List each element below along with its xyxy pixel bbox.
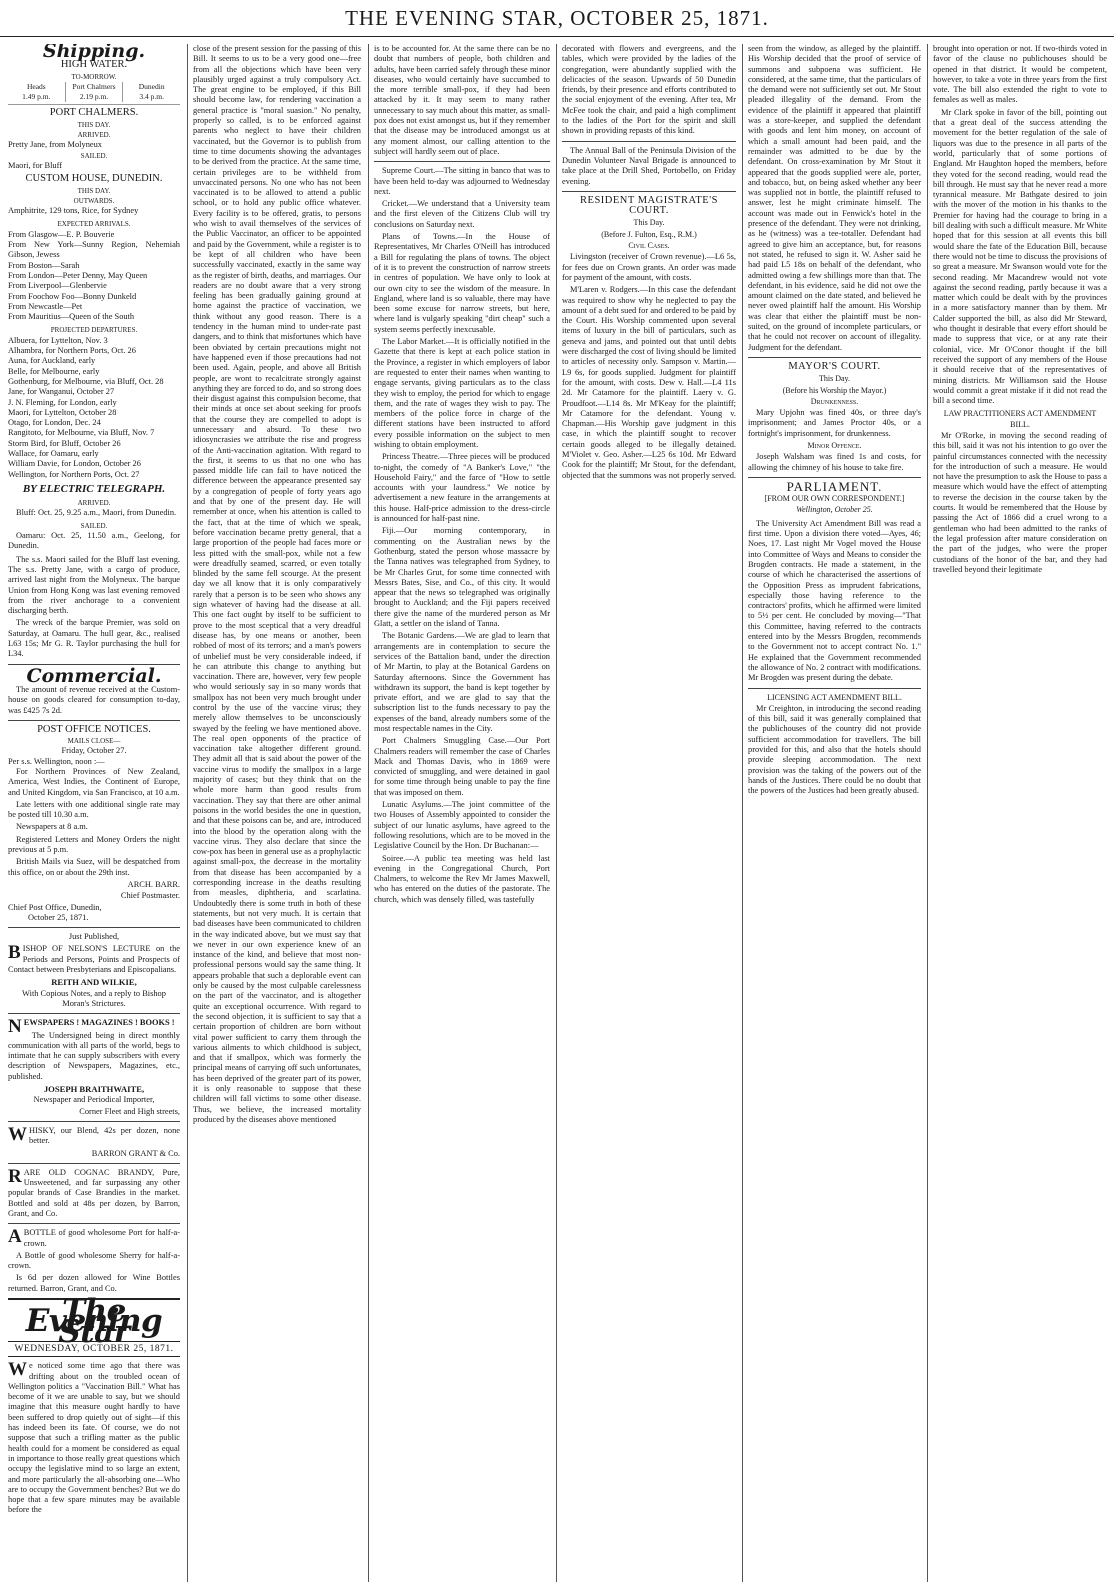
post-line: Per s.s. Wellington, noon :— xyxy=(8,756,105,766)
soiree-continued: decorated with flowers and evergreens, and the tables, which were provided by the ladies of the congregation, were abundantly supplied with the delicacies of the season. Upwards of 50 Dunedin friends, by their presence and efforts contributed to the social enjoyment of the evening. After tea, Mr McFee took the chair, and paid a high compliment to the ladies of the Port for the spirit and skill shown in providing repasts of this kind. xyxy=(562,44,736,136)
list-item: Gothenburg, for Melbourne, via Bluff, Oct. 28 xyxy=(8,376,164,386)
tomorrow-label: TO-MORROW. xyxy=(71,72,117,81)
post-line: Registered Letters and Money Orders the night previous at 5 p.m. xyxy=(8,834,180,855)
expected-list xyxy=(8,230,180,323)
list-item: From Liverpool—Glenbervie xyxy=(8,281,107,291)
list-item: Wellington, for Northern Ports, Oct. 27 xyxy=(8,469,140,479)
shipping-para: The s.s. Maori sailed for the Bluff last evening. The s.s. Pretty Jane, with a cargo of produce, arrived last night from the Molyneux. The barque Union from Hong Kong was last evening removed from the river anchorage to a convenient discharging berth. xyxy=(8,554,180,616)
list-item: From New York—Sunny Region, Nehemiah Gibson, Jewess xyxy=(8,240,180,260)
list-item: From Glasgow—E. P. Bouverie xyxy=(8,229,115,239)
editorial-opening: We noticed some time ago that there was drifting about on the troubled ocean of Wellington politics a "Vaccination Bill." What has become of it we are unable to say, but we should imagine that this measure ought hardly to have been suffered to drop quietly out of sight—if this has indeed been its fate. Of course, we do not suppose that such a trifling matter as the public health could for a moment be considered as equal in importance to those really great questions which occupy the legislative mind to so large an extent, and more particularly the all-absorbing one—Who are to occupy the Government benches? But we do hope that a few spare minutes may be available before the xyxy=(8,1359,180,1515)
tele-arrived-label: ARRIVED. xyxy=(77,499,111,508)
licensing-text: Mr Creighton, in introducing the second reading of this bill, said it was generally complained that the publichouses of the country did not provide sufficient accommodation for travellers. The bill provided for this, and also that the hotels should provide sleeping accommodation. The next provision was the taking of the powers out of the hands of the Justices. There could be no doubt that the powers of the Justices had been greatly abused. xyxy=(748,703,921,796)
column-1 xyxy=(8,44,180,1582)
column-rule xyxy=(556,44,557,1582)
news-supreme-court: Supreme Court.—The sitting in banco that was to have been held to-day was adjourned to Wednesday next. xyxy=(374,166,550,196)
reith-text: With Copious Notes, and a reply to Bishop Moran's Strictures. xyxy=(22,988,166,1008)
tide-cell: Heads 1.49 p.m. xyxy=(22,81,51,102)
civil-cases-heading: Civil Cases. xyxy=(628,241,670,251)
list-item: From London—Peter Denny, May Queen xyxy=(8,270,148,280)
parliament-heading: PARLIAMENT. xyxy=(786,478,883,494)
list-item: Auna, for Auckland, early xyxy=(8,356,96,366)
braithwaite-addr: Corner Fleet and High streets, xyxy=(79,1106,180,1116)
telegraph-heading: BY ELECTRIC TELEGRAPH. xyxy=(22,482,166,495)
projected-departures-label: PROJECTED DEPARTURES. xyxy=(50,326,138,335)
case-continued: seen from the window, as alleged by the plaintiff. His Worship decided that the proof of service of summons and subpoena was sufficient. He considered, at the same time, that the particulars of the demand were not sufficiently set out. Mr Stout pleaded illegality of the demand. From the evidence of the plaintiff it appeared that plaintiff was a store-keeper, and supplied the defendant with goods and lent him money, on account of which a small amount had been paid, and the remainder was admitted to be due by the defendant. On cross-examination by Mr Stout it appeared that the goods supplied were ale, porter, and tobacco, but, on being asked whether any beer was supplied not in bottle, the plaintiff refused to answer, lest he might criminate himself. The account was made out in Fenwick's hotel in the presence of the defendant. They were not drinking, as he (witness) was a tee-totaller. Defendant had agreed to give him an acceptance, but, for reasons not stated, he refused to sign it. W. Asher said he had paid L5 18s on behalf of the defendant, who admitted owing a few shillings more than that. The defendant, in his evidence, said he did not owe the amount claimed on the date stated, and believed he never owed plaintiff half the amount. His Worship was clear that either the plaintiff must be non-suited, on the ground of incomplete particulars, or that he could not recover on account of illegality. Judgment for the defendant. xyxy=(748,44,921,352)
list-item: From Mauritius—Queen of the South xyxy=(8,312,135,322)
tele-arrived-text: Bluff: Oct. 25, 9.25 a.m., Maori, from Dunedin. xyxy=(16,508,177,518)
mayors-court-heading: MAYOR'S COURT. xyxy=(788,360,881,372)
list-item: J. N. Fleming, for London, early xyxy=(8,397,117,407)
list-item: Maori, for Lyttelton, October 28 xyxy=(8,407,117,417)
post-signer-title: Chief Postmaster. xyxy=(120,891,180,901)
column-3 xyxy=(374,44,550,1582)
column-rule xyxy=(742,44,743,1582)
tele-sailed-text: Oamaru: Oct. 25, 11.50 a.m., Geelong, for Dunedin. xyxy=(8,531,180,551)
expected-arrivals-label: EXPECTED ARRIVALS. xyxy=(57,220,131,229)
post-sign-date: October 25, 1871. xyxy=(28,912,89,922)
custom-house-heading: CUSTOM HOUSE, DUNEDIN. xyxy=(25,173,163,185)
braithwaite-name: JOSEPH BRAITHWAITE, xyxy=(43,1084,145,1095)
commercial-text: The amount of revenue received at the Custom-house on goods cleared for consumption to-day, was £425 7s 2d. xyxy=(8,684,180,715)
editorial-end: is to be accounted for. At the same there can be no doubt that numbers of people, both children and adults, have been carried safely through these minor diseases, who would certainly have succumbed to the more terrible small-pox, if they had been attacked by it. It may seem to many rather unnecessary to say much about this matter, as small-pox does not exist amongst us, but if they remember that the disease may be introduced amongst us at any moment almost, our calling attention to the subject will hardly seem out of place. xyxy=(374,44,550,156)
list-item: From Boston—Sarah xyxy=(8,260,80,270)
bishop-ad: BISHOP OF NELSON'S LECTURE on the Periods and Persons, Points and Prospects of Contact between Presbyterians and Episcopalians. xyxy=(8,942,180,975)
list-item: William Davie, for London, October 26 xyxy=(8,459,141,469)
mails-close-label: MAILS CLOSE— xyxy=(67,737,121,746)
minor-offence-heading: Minor Offence. xyxy=(807,440,862,450)
masthead-title: THE EVENING STAR, OCTOBER 25, 1871. xyxy=(345,6,769,30)
list-item: Rangitoto, for Melbourne, via Bluff, Nov. 7 xyxy=(8,428,155,438)
high-water-heading: HIGH WATER. xyxy=(60,59,128,71)
custom-this-day: THIS DAY. xyxy=(77,186,111,195)
sherry-ad: A Bottle of good wholesome Sherry for half-a-crown. xyxy=(8,1250,180,1271)
outwards-label: OUTWARDS. xyxy=(73,196,115,205)
column-4 xyxy=(562,44,736,1582)
news-botanic-gardens: The Botanic Gardens.—We are glad to learn that arrangements are in contemplation to secure the services of the Battalion band, under the direction of Mr Martin, to play at the Botanical Gardens on Saturday afternoons. Since the Government has withdrawn its support, the band is kept together by private effort, and we are glad to say that the subscription list to the funds necessary to pay the expenses of the band, already numbers some of the most respectable names in the City. xyxy=(374,631,550,733)
shipping-heading: Shipping. xyxy=(42,44,146,62)
licensing-debate: Mr Clark spoke in favor of the bill, pointing out that a great deal of the success attending the movement for the better regulation of the sale of liquors was due to the presence in all parts of the world, particularly that of some portions of England. Mr Haughton hoped the members, before they voted for the second reading, would read the bill through. He must say that he never read a more tyrannical measure. Mr Bathgate desired to join with the mover of the motion in his thanks to the Premier for having had the courage to bring in a bill dealing with such a difficult measure. Mr White hoped that for this session at all events this bill would share the fate of the Education Bill, because there would not be time to discuss the provisions of so great a measure. Mr Swanson would vote for the second reading. Mr Macandrew would not vote against the second reading, partly because it was a matter which could be dealt with by the provinces in a more satisfactory manner than by them. Mr Calder supported the bill, as also did Mr Steward, who thought it desirable that every effort should be made to suppress that vice, or at any rate their colonial, vice. Mr O'Conor thought if the bill received the support of any members of the House it should receive that of the representatives of mining districts. Mr Williamson said the House would commit a great mistake if it did not read the bill a second time. xyxy=(933,107,1107,406)
sailed-label: SAILED. xyxy=(80,151,108,160)
list-item: Albuera, for Lyttelton, Nov. 3 xyxy=(8,335,108,345)
port-chalmers-heading: PORT CHALMERS. xyxy=(49,107,139,119)
post-line: British Mails via Suez, will be despatched from this office, on or about the 29th inst. xyxy=(8,857,180,877)
post-office-heading: POST OFFICE NOTICES. xyxy=(37,723,151,735)
port-ad: ABOTTLE of good wholesome Port for half-a-crown. xyxy=(8,1226,180,1248)
licensing-continued: brought into operation or not. If two-thirds voted in favor of the clause no publichouses should be opened in that district. It would be competent, however, to take a vote in three years from the first vote. The bill also extended the right to vote to females as well as males. xyxy=(933,44,1107,105)
minor-offence-text: Joseph Walsham was fined 1s and costs, for allowing the chimney of his house to take fire. xyxy=(748,452,921,472)
news-soiree: Soiree.—A public tea meeting was held last evening in the Congregational Church, Port Chalmers, to welcome the Rev Mr James Maxwell, who has entered on the duties of the pastorate. The church, which was densely filled, was tastefully xyxy=(374,853,550,904)
list-item: Jane, for Wanganui, October 27 xyxy=(8,387,115,397)
list-item: Wallace, for Oamaru, early xyxy=(8,448,99,458)
wellington-dateline: Wellington, October 25. xyxy=(796,505,873,515)
sailed-text: Maori, for Bluff xyxy=(8,160,63,170)
licensing-heading: LICENSING ACT AMENDMENT BILL. xyxy=(767,692,902,702)
news-plans-of-towns: Plans of Towns.—In the House of Representatives, Mr Charles O'Neill has introduced a Bill for regulating the plans of towns. The object of it is to prevent the construction of narrow streets in centres of population. We have only to look at our own city to see the wisdom of the measure. In England, where land is so valuable, there may have been some excuse for narrow streets, but here, where land is vulgarly speaking "dirt cheap" such a system seems perfectly inexcusable. xyxy=(374,232,550,334)
practitioners-text: Mr O'Rorke, in moving the second reading of this bill, said it was not his intention to go over the painful circumstances connected with the necessity for the introduction of such a measure. He would not have the presumption to ask the House to pass a measure which would have the effect of attempting to reverse the decision in the course taken by the courts. It would be remembered that the House by passing the Act of 1866 did a cruel wrong to a gentleman who had been admitted to the ranks of the legal profession after mature consideration on the part of the judges, who were the proper custodians of the honor of the bar, and they had travelled beyond their legitimate xyxy=(933,430,1107,574)
list-item: From Foochow Foo—Bonny Dunkeld xyxy=(8,291,137,301)
outwards-text: Amphitrite, 129 tons, Rice, for Sydney xyxy=(8,206,139,216)
braithwaite-title: Newspaper and Periodical Importer, xyxy=(33,1095,155,1105)
commercial-heading: Commercial. xyxy=(26,664,162,687)
rm-this-day: This Day. xyxy=(633,218,665,228)
tide-table xyxy=(8,82,180,106)
list-item: From Newcastle—Pet xyxy=(8,301,83,311)
post-line: Late letters with one additional single rate may be posted till 10.30 a.m. xyxy=(8,799,180,820)
arrived-text: Pretty Jane, from Molyneux xyxy=(8,140,102,150)
editorial-continued: close of the present session for the passing of this Bill. It seems to us to be a very good one—free from all the objections which have been very plausibly urged against a truly compulsory Act. The great engine to be employed, if this Bill should become law, for rendering vaccination a general practice is "moral suasion." No penalty, properly so called, is to be enforced against parents who neglect to have their children vaccinated, but the Governor is to publish from time to time documents showing the advantages to be derived from the practice. At the same time, certain privileges are to be withheld from unvaccinated persons. No one who has not been vaccinated is to be allowed to attend a public school, or to hold any public office whatever. Every facility is to be offered, gratis, to persons who wish to avail themselves of the services of the Public Vaccinator, an officer to be appointed and paid by the Government, while a register is to be kept of all children who have been successfully vaccinated, exactly in the same way as the register of birth, deaths, and marriages. Our readers are no doubt aware that a very strong feeling has been gradually gaining ground at home against the practice of vaccination, we think without any good reason. There is a tendency in the human mind to under-rate past dangers, and to think that misfortunes which have been obviated by certain precautions might not have happened even if those precautions had not been used. Again, people, and above all British people, are wont to recalcitrate strongly against anything they are forced to do, and so strong does their disgust against this compulsion become, that their minds at once set about seeking for proofs that the course they are compelled to adopt is unnecessary and absurd. To these two idiosyncrasies we attribute the rise and progress of the Anti-vaccination agitation. With regard to the first, it seems to us that no one who has passed middle life can fail to have noticed the difference between the appearance presented say by a congregation of people of forty years ago and that by one of the present day. He will remember at once, when his attention is called to the fact, that at the time of which we speak, before vaccination became pretty general, that a large proportion of the people had faces more or less pitted with the small-pox, while not a few were dreadfully seamed, scarred, or even totally blinded by the same fell scourge. At the present day we all know that it is only comparatively rarely that a person is to be seen who shows any sign whatever of having had the disease at all. This one fact ought by itself to be sufficient to prove to the most sceptical that a very dreadful disease has, by one means or another, been robbed of most of its terrors; and a man's powers of unbelief must be very considerable indeed, if he can attribute this change to anything but vaccination. There are, however, very few people who would seriously say in so many words that smallpox has not been very much brought under control by the use of the vaccine virus; they merely allow themselves to be unconsciously swayed by the feeling we have mentioned above. The real open opponents of the practice of vaccination take altogether different ground. They admit all that is said about the power of the vaccine virus to modify the smallpox in a large majority of cases; but they think that on the whole more harm than good results from vaccination. They say that there are other animal poisons in the world besides the one in question, and that these poisons can be, and are, introduced into the blood by the operation along with the vaccine virus. They also declare that since the cow-pox has been in general use as a prophylactic against small-pox, the decrease in the mortality from that disease has been accompanied by a corresponding increase in the deaths resulting from measles, diphtheria, and scarlatina. Undoubtedly there is some truth in both of these statements, but not very much. It is certain that bad diseases have been communicated to children in the way indicated above, but we must say that we never in our own experience knew of an instance of the kind, and believe that most non-professional persons would say the same thing. It appears probable that such a deplorable event can only be caused by the most culpable carelessness on the part of the vaccinator, and is altogether quite an exceptional occurrence. With regard to the second objection, it is sufficient to say that a certain proportion of children are born without vital power sufficient to carry them through the various ailments to which childhood is subject, and that if smallpox, which was formerly the principal means of carrying off such unfortunates, has been deprived of the greater part of its power, it is only reasonable to suppose that these children will fall victims to some other disease. Thus, we believe, the increased mortality produced by the diseases above mentioned xyxy=(193,44,361,1124)
naval-ball-notice: The Annual Ball of the Peninsula Division of the Dunedin Volunteer Naval Brigade is announced to take place at the Drill Shed, Portobello, on Friday evening. xyxy=(562,145,736,186)
arrived-label: ARRIVED. xyxy=(77,131,111,140)
newspapers-ad-text: The Undersigned being in direct monthly communication with all parts of the world, begs to intimate that he can supply subscribers with every description of Newspapers, Magazines, etc., published. xyxy=(8,1030,180,1081)
whisky-ad: WHISKY, our Blend, 42s per dozen, none better. xyxy=(8,1123,180,1146)
news-labor-market: The Labor Market.—It is officially notified in the Gazette that there is kept at each police station in the Province, a register in which employers of labor are requested to enter their names when wanting to engage servants, giving particulars as to the class they wish to employ, the period for which to engage them, and the rate of wages they wish to pay. The members of the police force in charge of the different stations have been instructed to afford every possible information on the subject to men wishing to obtain employment. xyxy=(374,337,550,449)
masthead xyxy=(0,6,1114,37)
this-day-label: THIS DAY. xyxy=(77,120,111,129)
news-princess-theatre: Princess Theatre.—Three pieces will be produced to-night, the comedy of "A Banker's Love," "the Household Fairy," and the farce of "How to settle accounts with your laundress." We notice by advertisement a new feature in the arrangements at this house. Half-price admission to the dress-circle is announced for half-past nine. xyxy=(374,452,550,524)
star-dateline: WEDNESDAY, OCTOBER 25, 1871. xyxy=(8,1341,180,1357)
tide-cell: Port Chalmers 2.19 p.m. xyxy=(65,82,123,103)
news-cricket: Cricket.—We understand that a University team and the first eleven of the Citizens Club will try conclusions on Saturday next. xyxy=(374,199,550,229)
civil-cases-list: M'Laren v. Rodgers.—In this case the defendant was required to show why he neglected to pay the amount of a debt sued for and ordered to be paid by the Court. His Worship commented upon several items of luxury in the bill of particulars, such as geneva and jams, and pointed out that until debts were discharged the cost of living should be limited to articles of necessity only. Sampson v. Martin.—L9 6s, for goods supplied. Judgment for plaintiff for the amount, with costs. Dew v. Hall.—L4 11s 2d. Mr Catamore for the plaintiff. Laery v. G. Proudfoot.—L14 8s. Mr M'Keay for the plaintiff; Mr Catamore for the defendant. Young v. Chapman.—His Worship gave judgment in this case, in which the plaintiff sought to recover certain goods alleged to be illegally detained. M'Violet v. Geo. Asher.—L25 6s 10d. Mr Edward Cook for the plaintiff; Mr Stout, for the defendant, objected that the summons was not properly served. xyxy=(562,285,736,480)
tele-sailed-label: SAILED. xyxy=(80,521,108,530)
column-rule xyxy=(368,44,369,1582)
mayor-before: (Before his Worship the Mayor.) xyxy=(782,385,887,395)
correspondent-note: [FROM OUR OWN CORRESPONDENT.] xyxy=(764,494,905,504)
rm-before: (Before J. Fulton, Esq., R.M.) xyxy=(601,229,697,239)
post-signer: ARCH. BARR. xyxy=(127,879,180,889)
news-smuggling-case: Port Chalmers Smuggling Case.—Our Port Chalmers readers will remember the case of Charles Mack and Thomas Davis, who in 1869 were convicted of smuggling, and were detained in gaol for some time through being unable to pay the fine that was imposed on them. xyxy=(374,736,550,797)
shipping-para: The wreck of the barque Premier, was sold on Saturday, at Oamaru. The hull gear, &c., realised L63 15s; Mr G. R. Taylor purchasing the hull for L34. xyxy=(8,618,180,659)
just-published: Just Published, xyxy=(68,932,120,942)
column-5 xyxy=(748,44,921,1582)
brandy-ad: RARE OLD COGNAC BRANDY, Pure, Unsweetened, and far surpassing any other popular brands of Case Brandies in the market. Bottled and sold at 48s per dozen, by Barron, Grant, and Co. xyxy=(8,1165,180,1218)
news-fiji: Fiji.—Our morning contemporary, in commenting on the Australian news by the Gothenburg, stated the person whose massacre by the Tanna natives was telegraphed from Sydney, to be Mr Charles Grut, for some time connected with Messrs Bates, Sise, and Co., of this city. It would appear that the news so telegraphed was originally brought to Auckland; and the Fiji papers received there give the name of the murdered person as Mr Glatt, a settler on the island of Tanna. xyxy=(374,526,550,629)
practitioners-heading: LAW PRACTITIONERS ACT AMENDMENT BILL. xyxy=(943,409,1097,429)
rm-court-heading: RESIDENT MAGISTRATE'S COURT. xyxy=(580,194,718,217)
list-item: Otago, for London, Dec. 24 xyxy=(8,418,101,428)
departures-list xyxy=(8,336,180,480)
civil-case-text: Livingston (receiver of Crown revenue).—L6 5s, for fees due on Crown grants. An order was made for payment of the amount, with costs. xyxy=(562,252,736,282)
post-sign-place: Chief Post Office, Dunedin, xyxy=(8,902,102,912)
parliament-text: The University Act Amendment Bill was read a first time. Upon a division there voted—Ayes, 46; Noes, 17. Last night Mr Vogel moved the House into Committee of Ways and Means to consider the Brogden contracts. He made a statement, in the course of which he characterised the assertions of the Opposition Press as imprudent fabrications, especially those having reference to the contractors' profits, which he affirmed were limited to 5½ per cent. He concluded by moving—"That this Committee, having referred to the contracts entered into by the Messrs Brogden, recommends to the Government not to accept contract No. 1." He explained that the Government recommended the allowance of No. 2 contract with modifications. Mr Brogden was present during the debate. xyxy=(748,518,921,683)
wine-ad: Is 6d per dozen allowed for Wine Bottles returned. Barron, Grant, and Co. xyxy=(8,1273,180,1293)
post-line: For Northern Provinces of New Zealand, America, West Indies, the Continent of Europe, and United Kingdom, via San Francisco, at 10 a.m. xyxy=(8,767,180,797)
mayor-this-day: This Day. xyxy=(818,374,851,384)
reith-name: REITH AND WILKIE, xyxy=(51,977,137,988)
news-lunatic-asylums: Lunatic Asylums.—The joint committee of the two Houses of Assembly appointed to consider the subject of our lunatic asylums, have agreed to the following resolutions, which are to be moved in the Legislative Council by the Hon. Dr Buchanan:— xyxy=(374,800,550,851)
list-item: Alhambra, for Northern Ports, Oct. 26 xyxy=(8,346,136,356)
barron-signature: BARRON GRANT & Co. xyxy=(91,1148,180,1158)
drunkenness-heading: Drunkenness. xyxy=(810,396,859,406)
column-rule xyxy=(187,44,188,1582)
tide-cell: Dunedin 3.4 p.m. xyxy=(122,82,180,103)
column-2 xyxy=(193,44,361,1582)
drunkenness-text: Mary Upjohn was fined 40s, or three day's imprisonment; and James Proctor 40s, or a fortnight's imprisonment, for drunkenness. xyxy=(748,408,921,438)
post-date: Friday, October 27. xyxy=(61,746,127,756)
newspapers-ad-title: NEWSPAPERS ! MAGAZINES ! BOOKS ! xyxy=(8,1016,175,1038)
column-6 xyxy=(933,44,1107,1582)
post-line: Newspapers at 8 a.m. xyxy=(16,822,88,832)
evening-star-title: The Evening Star xyxy=(25,1293,163,1350)
list-item: Belle, for Melbourne, early xyxy=(8,366,100,376)
column-rule xyxy=(927,44,928,1582)
list-item: Storm Bird, for Bluff, October 26 xyxy=(8,438,121,448)
